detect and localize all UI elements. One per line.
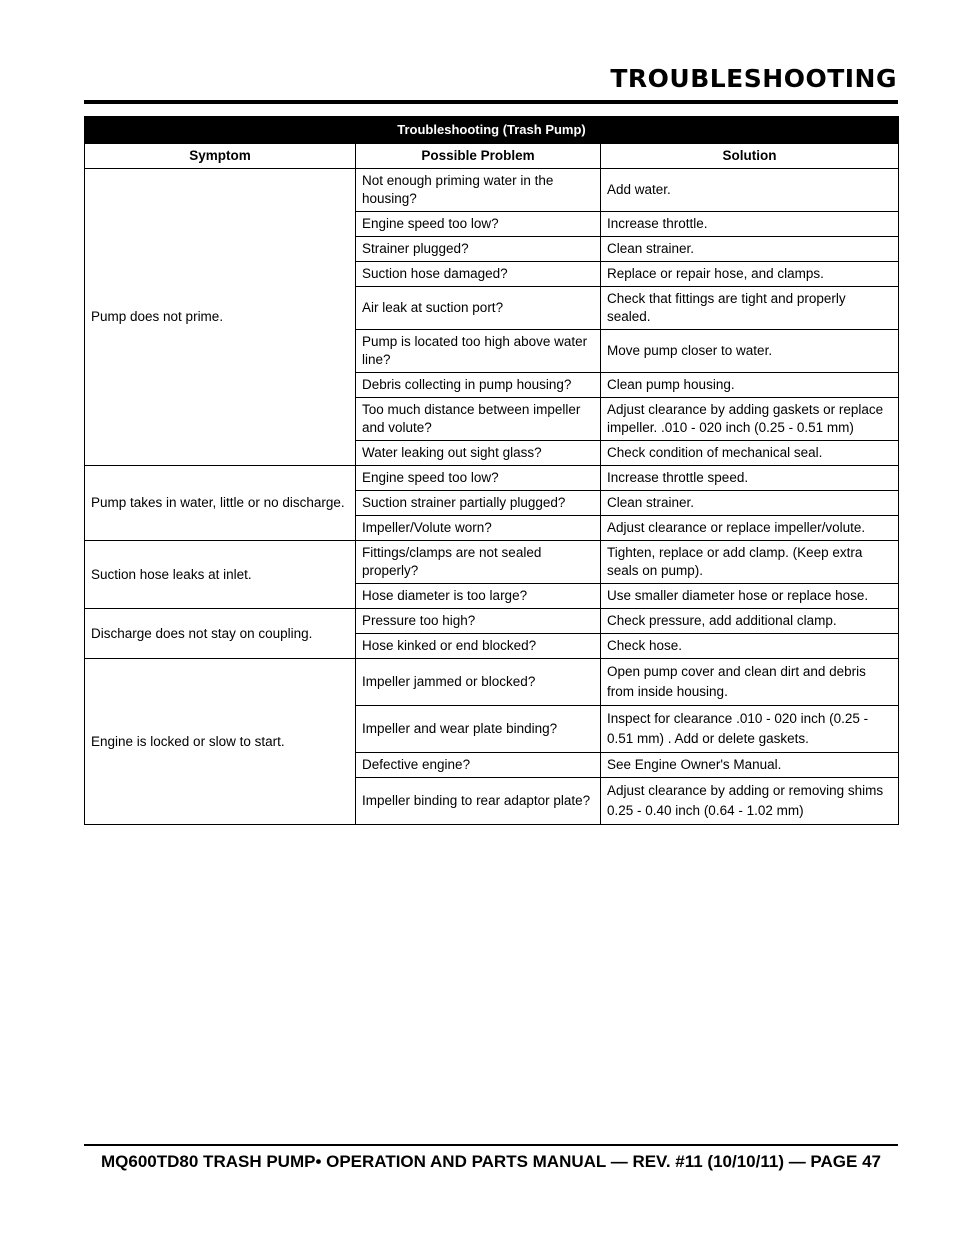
problem-cell: Engine speed too low?: [356, 466, 601, 491]
symptom-cell: Discharge does not stay on coupling.: [85, 609, 356, 659]
solution-cell: Add water.: [601, 169, 899, 212]
solution-cell: Clean strainer.: [601, 491, 899, 516]
table-caption-row: [85, 117, 899, 144]
symptom-cell: Suction hose leaks at inlet.: [85, 541, 356, 609]
title-divider: [84, 100, 898, 104]
problem-cell: Strainer plugged?: [356, 237, 601, 262]
column-header-solution: Solution: [601, 144, 899, 169]
problem-cell: Water leaking out sight glass?: [356, 441, 601, 466]
solution-cell: Open pump cover and clean dirt and debris from inside housing.: [601, 659, 899, 706]
solution-cell: Check pressure, add additional clamp.: [601, 609, 899, 634]
footer-divider: [84, 1144, 898, 1146]
solution-cell: Check hose.: [601, 634, 899, 659]
solution-cell: Use smaller diameter hose or replace hose.: [601, 584, 899, 609]
solution-cell: Adjust clearance or replace impeller/volute.: [601, 516, 899, 541]
column-header-possible-problem: Possible Problem: [356, 144, 601, 169]
solution-cell: Clean pump housing.: [601, 373, 899, 398]
problem-cell: Fittings/clamps are not sealed properly?: [356, 541, 601, 584]
problem-cell: Hose diameter is too large?: [356, 584, 601, 609]
table-row: [85, 609, 899, 634]
table-row: [85, 659, 899, 706]
problem-cell: Engine speed too low?: [356, 212, 601, 237]
column-header-symptom: Symptom: [85, 144, 356, 169]
problem-cell: Debris collecting in pump housing?: [356, 373, 601, 398]
problem-cell: Too much distance between impeller and volute?: [356, 398, 601, 441]
solution-cell: Adjust clearance by adding or removing shims 0.25 - 0.40 inch (0.64 - 1.02 mm): [601, 778, 899, 825]
symptom-cell: Pump does not prime.: [85, 169, 356, 466]
table-row: [85, 169, 899, 212]
problem-cell: Pressure too high?: [356, 609, 601, 634]
solution-cell: Adjust clearance by adding gaskets or replace impeller. .010 - 020 inch (0.25 - 0.51 mm): [601, 398, 899, 441]
solution-cell: Replace or repair hose, and clamps.: [601, 262, 899, 287]
problem-cell: Suction strainer partially plugged?: [356, 491, 601, 516]
table-caption: Troubleshooting (Trash Pump): [85, 117, 899, 144]
problem-cell: Impeller and wear plate binding?: [356, 706, 601, 753]
problem-cell: Air leak at suction port?: [356, 287, 601, 330]
problem-cell: Impeller binding to rear adaptor plate?: [356, 778, 601, 825]
problem-cell: Impeller/Volute worn?: [356, 516, 601, 541]
solution-cell: See Engine Owner's Manual.: [601, 753, 899, 778]
problem-cell: Impeller jammed or blocked?: [356, 659, 601, 706]
symptom-cell: Engine is locked or slow to start.: [85, 659, 356, 825]
problem-cell: Pump is located too high above water line?: [356, 330, 601, 373]
table-row: [85, 541, 899, 584]
problem-cell: Suction hose damaged?: [356, 262, 601, 287]
solution-cell: Check that fittings are tight and properly sealed.: [601, 287, 899, 330]
table-header-row: [85, 144, 899, 169]
solution-cell: Check condition of mechanical seal.: [601, 441, 899, 466]
solution-cell: Tighten, replace or add clamp. (Keep extra seals on pump).: [601, 541, 899, 584]
solution-cell: Increase throttle speed.: [601, 466, 899, 491]
troubleshooting-table: [84, 116, 899, 825]
solution-cell: Clean strainer.: [601, 237, 899, 262]
solution-cell: Increase throttle.: [601, 212, 899, 237]
page-footer: MQ600TD80 TRASH PUMP• OPERATION AND PARTS MANUAL — REV. #11 (10/10/11) — PAGE 47: [101, 1152, 881, 1171]
table-row: [85, 466, 899, 491]
solution-cell: Inspect for clearance .010 - 020 inch (0.25 - 0.51 mm) . Add or delete gaskets.: [601, 706, 899, 753]
problem-cell: Hose kinked or end blocked?: [356, 634, 601, 659]
symptom-cell: Pump takes in water, little or no discharge.: [85, 466, 356, 541]
page-title: TROUBLESHOOTING: [610, 64, 897, 93]
problem-cell: Not enough priming water in the housing?: [356, 169, 601, 212]
problem-cell: Defective engine?: [356, 753, 601, 778]
solution-cell: Move pump closer to water.: [601, 330, 899, 373]
